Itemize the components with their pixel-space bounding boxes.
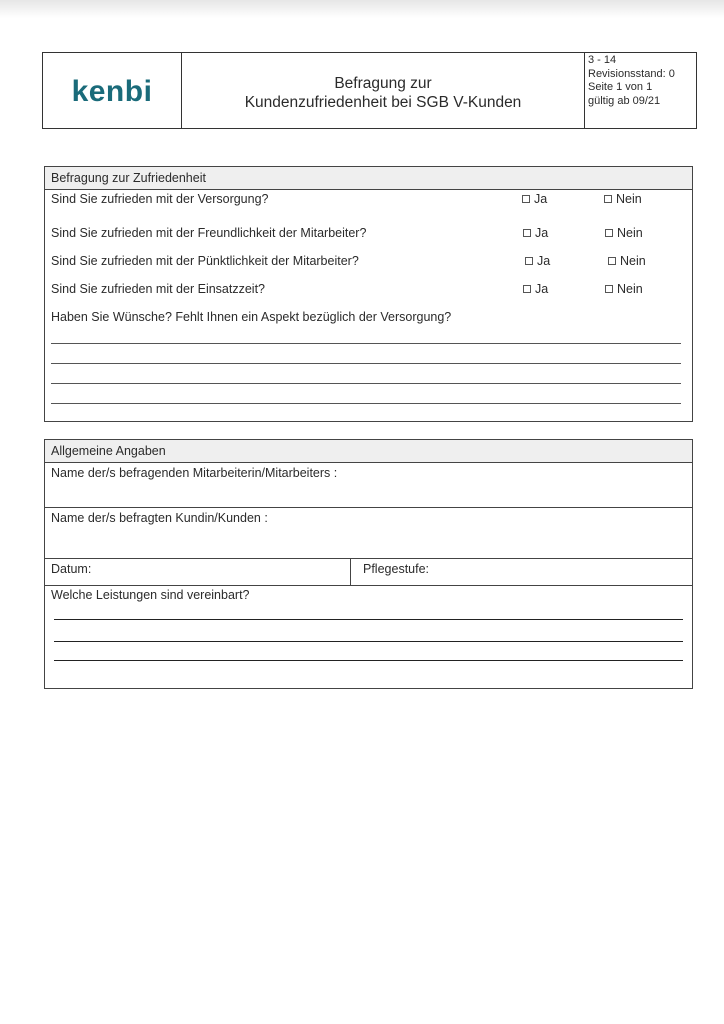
logo-text: kenbi (71, 74, 153, 108)
title-line-1: Befragung zur (334, 74, 432, 92)
answer-line[interactable] (54, 619, 683, 620)
checkbox-punctuality-yes[interactable]: Ja (525, 254, 550, 268)
document-meta (585, 53, 696, 128)
answer-line[interactable] (51, 343, 681, 344)
revision: Revisionsstand: 0 (588, 67, 675, 80)
top-shadow (0, 0, 724, 18)
checkbox-icon (604, 195, 612, 203)
checkbox-icon (523, 229, 531, 237)
checkbox-icon (605, 229, 613, 237)
checkbox-care-yes[interactable]: Ja (522, 192, 547, 206)
services-label: Welche Leistungen sind vereinbart? (51, 588, 250, 602)
customer-label: Name der/s befragten Kundin/Kunden : (51, 511, 268, 525)
question-punctuality: Sind Sie zufrieden mit der Pünktlichkeit der Mitarbeiter? (51, 254, 359, 268)
checkbox-icon (525, 257, 533, 265)
services-row (45, 585, 692, 688)
checkbox-schedule-yes[interactable]: Ja (523, 282, 548, 296)
column-divider (350, 559, 351, 585)
care-level-label: Pflegestufe: (363, 562, 430, 576)
answer-line[interactable] (51, 403, 681, 404)
question-care: Sind Sie zufrieden mit der Versorgung? (51, 192, 269, 206)
answer-line[interactable] (51, 383, 681, 384)
checkbox-friendliness-yes[interactable]: Ja (523, 226, 548, 240)
customer-row[interactable] (45, 507, 692, 558)
interviewer-label: Name der/s befragenden Mitarbeiterin/Mitarbeiters : (51, 466, 338, 480)
answer-line[interactable] (54, 660, 683, 661)
satisfaction-section (44, 166, 693, 422)
checkbox-icon (523, 285, 531, 293)
answer-line[interactable] (51, 363, 681, 364)
question-wishes: Haben Sie Wünsche? Fehlt Ihnen ein Aspekt bezüglich der Versorgung? (51, 310, 452, 324)
checkbox-schedule-no[interactable]: Nein (605, 282, 643, 296)
general-section (44, 439, 693, 689)
document-header (42, 52, 697, 129)
kenbi-logo (62, 71, 162, 111)
logo-cell (43, 53, 182, 128)
page-count: Seite 1 von 1 (588, 81, 653, 93)
answer-line[interactable] (54, 641, 683, 642)
question-friendliness: Sind Sie zufrieden mit der Freundlichkeit der Mitarbeiter? (51, 226, 367, 240)
checkbox-icon (522, 195, 530, 203)
date-care-row (45, 558, 692, 585)
document-title (182, 53, 585, 128)
section-heading: Befragung zur Zufriedenheit (45, 167, 692, 190)
checkbox-care-no[interactable]: Nein (604, 192, 642, 206)
checkbox-friendliness-no[interactable]: Nein (605, 226, 643, 240)
valid-from: gültig ab 09/21 (588, 94, 661, 107)
title-line-2: Kundenzufriedenheit bei SGB V-Kunden (244, 93, 522, 111)
checkbox-punctuality-no[interactable]: Nein (608, 254, 646, 268)
doc-number: 3 - 14 (588, 54, 617, 66)
section-heading: Allgemeine Angaben (45, 440, 692, 463)
checkbox-icon (605, 285, 613, 293)
date-label: Datum: (51, 562, 92, 576)
checkbox-icon (608, 257, 616, 265)
question-schedule: Sind Sie zufrieden mit der Einsatzzeit? (51, 282, 265, 296)
